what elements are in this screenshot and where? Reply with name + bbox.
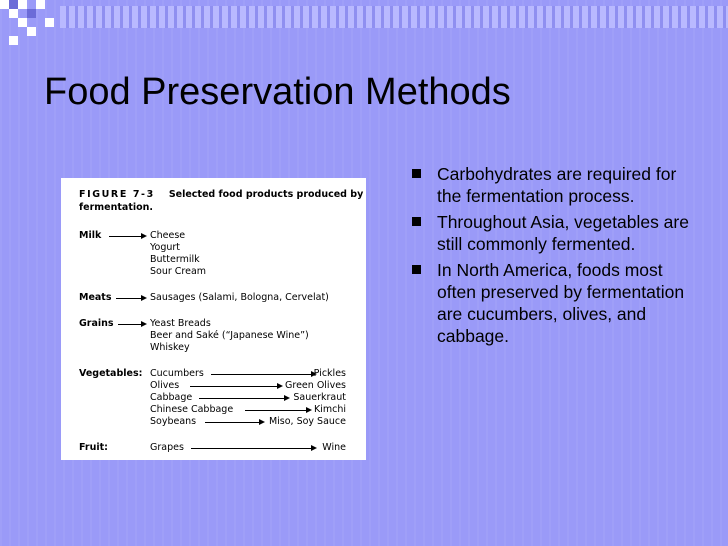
arrow-icon bbox=[191, 448, 315, 449]
figure-category: Milk bbox=[79, 230, 102, 241]
arrow-icon bbox=[190, 386, 281, 387]
arrow-icon bbox=[116, 298, 145, 299]
figure-row bbox=[79, 266, 364, 278]
figure-result: Pickles bbox=[313, 368, 346, 379]
bullet-text: Carbohydrates are required for the fermentation process. bbox=[437, 164, 677, 206]
figure-row bbox=[79, 330, 364, 342]
figure-product: Yeast Breads bbox=[150, 318, 211, 329]
figure-product: Cheese bbox=[150, 230, 186, 241]
figure-row bbox=[79, 416, 364, 428]
figure-category: Meats bbox=[79, 292, 112, 303]
figure-result: Green Olives bbox=[285, 380, 346, 391]
figure-result: Miso, Soy Sauce bbox=[268, 416, 346, 427]
decorative-square bbox=[9, 0, 18, 9]
decorative-square bbox=[27, 27, 36, 36]
decorative-square bbox=[0, 0, 9, 9]
decorative-square bbox=[9, 36, 18, 45]
figure-category: Grains bbox=[79, 318, 114, 329]
arrow-icon bbox=[245, 410, 310, 411]
figure-row bbox=[79, 342, 364, 354]
figure-category: Vegetables: bbox=[79, 368, 143, 379]
square-bullet-icon bbox=[412, 169, 421, 178]
figure-product: Chinese Cabbage bbox=[150, 404, 234, 415]
figure-row bbox=[79, 254, 364, 266]
figure-row bbox=[79, 292, 364, 304]
figure-product: Beer and Saké (“Japanese Wine”) bbox=[150, 330, 309, 341]
decorative-square bbox=[9, 9, 18, 18]
figure-caption-label: FIGURE 7-3 bbox=[79, 189, 155, 200]
decorative-square bbox=[36, 0, 45, 9]
square-bullet-icon bbox=[412, 265, 421, 274]
figure-row bbox=[79, 230, 364, 242]
arrow-icon bbox=[109, 236, 145, 237]
figure-row bbox=[79, 380, 364, 392]
figure-image bbox=[61, 178, 366, 460]
figure-result: Kimchi bbox=[313, 404, 346, 415]
decorative-square bbox=[18, 0, 27, 9]
figure-product: Cabbage bbox=[150, 392, 193, 403]
figure-caption bbox=[79, 188, 364, 214]
decorative-square bbox=[18, 18, 27, 27]
bullet-item bbox=[410, 163, 690, 207]
bullet-list bbox=[410, 163, 690, 351]
figure-product: Grapes bbox=[150, 442, 184, 453]
decorative-square bbox=[27, 9, 36, 18]
figure-row bbox=[79, 442, 364, 454]
bullet-text: In North America, foods most often preserved by fermentation are cucumbers, olives, and cabbage. bbox=[437, 260, 685, 346]
arrow-icon bbox=[118, 324, 145, 325]
figure-row bbox=[79, 318, 364, 330]
figure-result: Wine bbox=[322, 442, 346, 453]
bullet-text: Throughout Asia, vegetables are still commonly fermented. bbox=[437, 212, 689, 254]
figure-product: Olives bbox=[150, 380, 180, 391]
figure-product: Soybeans bbox=[150, 416, 197, 427]
figure-category: Fruit: bbox=[79, 442, 108, 453]
arrow-icon bbox=[199, 398, 288, 399]
slide-title: Food Preservation Methods bbox=[44, 71, 511, 113]
figure-result: Sauerkraut bbox=[293, 392, 346, 403]
figure-product: Buttermilk bbox=[150, 254, 200, 265]
figure-caption-text: Selected food products produced by fermentation. bbox=[79, 189, 364, 213]
figure-product: Whiskey bbox=[150, 342, 190, 353]
figure-product: Sausages (Salami, Bologna, Cervelat) bbox=[150, 292, 329, 303]
figure-row bbox=[79, 368, 364, 380]
square-bullet-icon bbox=[412, 217, 421, 226]
arrow-icon bbox=[211, 374, 315, 375]
figure-row bbox=[79, 404, 364, 416]
figure-row bbox=[79, 392, 364, 404]
figure-product: Cucumbers bbox=[150, 368, 204, 379]
arrow-icon bbox=[205, 422, 263, 423]
bullet-item bbox=[410, 211, 690, 255]
figure-product: Yogurt bbox=[150, 242, 181, 253]
bullet-item bbox=[410, 259, 690, 347]
decorative-square bbox=[45, 18, 54, 27]
decorative-top-bar bbox=[60, 6, 728, 28]
figure-product: Sour Cream bbox=[150, 266, 207, 277]
figure-row bbox=[79, 242, 364, 254]
